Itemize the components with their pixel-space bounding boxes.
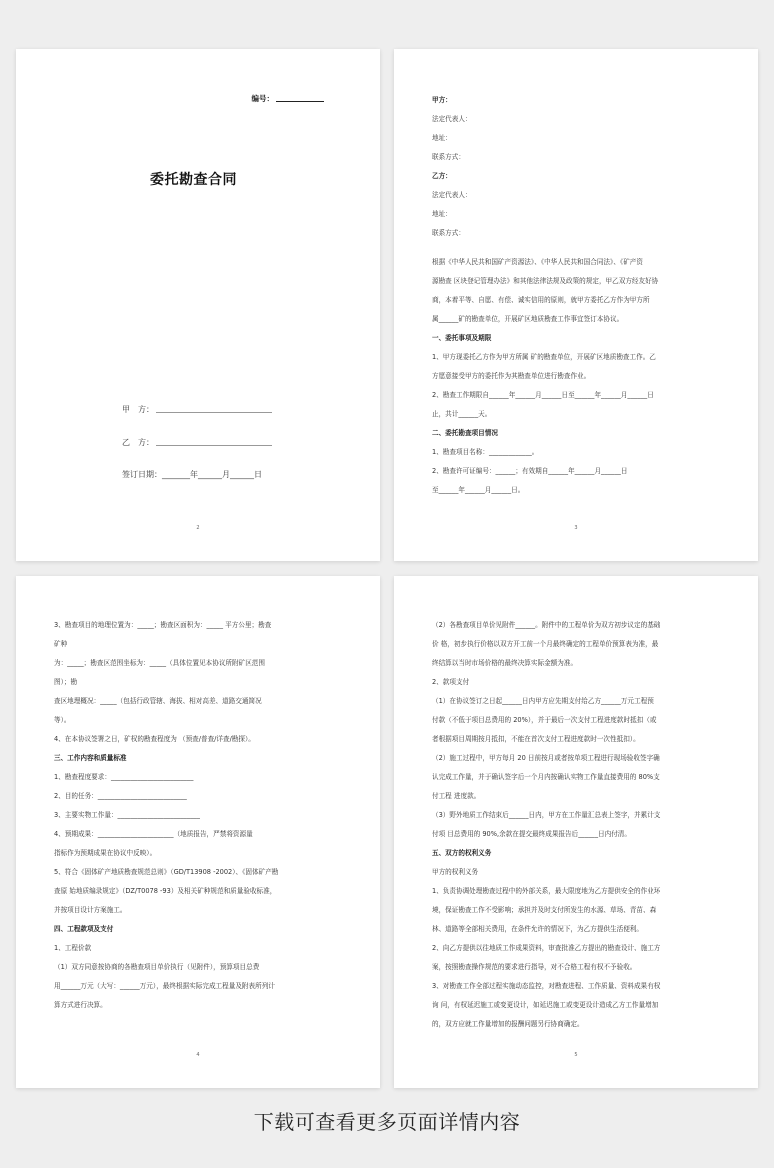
document-page-5: [394, 576, 758, 1088]
contract-number-blank: [276, 101, 324, 102]
section-heading: 四、工程款项及支付: [54, 925, 114, 933]
text-line: 等）。: [54, 716, 71, 724]
page-text: [432, 616, 720, 1034]
text-line: 2、款项支付: [432, 678, 470, 686]
document-page-4: [16, 576, 380, 1088]
sign-date: 签订日期：_______年______月______日: [122, 470, 262, 479]
text-line: 3、对勘查工作全部过程实施动态监控，对勘查进程、工作质量、资料成果有权: [432, 982, 661, 990]
text-line: 法定代表人：: [432, 115, 472, 123]
section-heading: 甲方：: [432, 96, 452, 104]
text-line: 地址：: [432, 134, 452, 142]
section-heading: 三、工作内容和质量标准: [54, 754, 127, 762]
text-line: 2、勘查工作期限自______年______月______日至______年______月______日: [432, 391, 654, 399]
page-text: [54, 616, 342, 1015]
text-line: 3、勘查项目的地理位置为：_____；勘查区面积为：_____ 平方公里；勘查: [54, 621, 272, 629]
text-line: 1、负责协调处理勘查过程中的外部关系，最大限度地为乙方提供安全的作业环: [432, 887, 661, 895]
page-number: 4: [196, 1052, 200, 1058]
text-line: 止，共计______天。: [432, 410, 492, 418]
text-line: 甲方的权利义务: [432, 868, 479, 876]
text-line: 1、勘查项目名称：_____________。: [432, 448, 539, 456]
text-line: 询 问，有权延迟施工或变更设计，如延迟施工或变更设计造成乙方工作量增加: [432, 1001, 659, 1009]
section-heading: 一、委托事项及期限: [432, 334, 492, 342]
text-line: （2）各勘查项目单价见附件______。附件中的工程单价为双方初步议定的基础: [432, 621, 661, 629]
text-line: 付项 目总费用的 90%,余款在提交最终成果报告后______日内付清。: [432, 830, 631, 838]
page-number: 3: [574, 525, 578, 531]
text-line: 方愿意接受甲方的委托作为其勘查单位进行勘查作业。: [432, 372, 591, 380]
text-line: 属______矿的勘查单位，开展矿区地质勘查工作事宜签订本协议。: [432, 315, 624, 323]
text-line: 商，本着平等、自愿、有偿、诚实信用的原则，就甲方委托乙方作为甲方所: [432, 296, 650, 304]
document-page-cover: [16, 49, 380, 561]
text-line: 价 格，初步执行价格以双方开工前一个月最终确定的工程单价预算表为准，最: [432, 640, 659, 648]
page-number: 5: [574, 1052, 578, 1058]
document-page-3: [394, 49, 758, 561]
text-line: 图）；勘: [54, 678, 78, 686]
text-line: 用______万元（大写：______万元），最终根据实际完成工程量及附表所列计: [54, 982, 275, 990]
text-line: 4、在本协议签署之日，矿权的勘查程度为 （预查/普查/详查/勘探）。: [54, 735, 255, 743]
text-line: 源勘查 区块登记管理办法》和其他法律法规及政策的规定，甲乙双方经友好协: [432, 277, 659, 285]
text-line: 算方式进行决算。: [54, 1001, 107, 1009]
text-line: 联系方式：: [432, 153, 465, 161]
text-line: 查原 始地质编录规定》（DZ/T0078 -93）及相关矿种规范和质量验收标准，: [54, 887, 277, 895]
party-b-line: [156, 445, 272, 446]
text-line: 的，双方应就工作量增加的报酬问题另行协商确定。: [432, 1020, 584, 1028]
text-line: 1、甲方现委托乙方作为甲方所属 矿的勘查单位，开展矿区地质勘查工作。乙: [432, 353, 656, 361]
text-line: 4、预期成果：_______________________（地质报告，严禁将资源量: [54, 830, 253, 838]
contract-number-label: 编号：: [251, 94, 274, 103]
text-line: 1、工程价款: [54, 944, 92, 952]
text-line: 2、向乙方提供以往地质工作成果资料，审查批准乙方提出的勘查设计、施工方: [432, 944, 661, 952]
party-b-signature: [122, 437, 272, 448]
text-line: 付款（不低于项目总费用的 20%），并于最后一次支付工程进度款时抵扣（或: [432, 716, 657, 724]
text-line: （1）双方同意按协商的各勘查项目单价执行（见附件），预算项目总费: [54, 963, 260, 971]
text-line: 者根据项目周期按月抵扣，不能在首次支付工程进度款时一次性抵扣）。: [432, 735, 640, 743]
text-line: 境，保证勘查工作不受影响；承担并及时支付所发生的水源、草场、青苗、森: [432, 906, 657, 914]
text-line: 查区地理概况：_____（包括行政管辖、海拔、相对高差、道路交通简况: [54, 697, 262, 705]
text-line: 林、道路等全部相关费用，在条件允许的情况下，为乙方提供生活便利。: [432, 925, 643, 933]
text-line: （3）野外地质工作结束后______日内，甲方在工作量汇总表上签字，并累计支: [432, 811, 661, 819]
text-line: 地址：: [432, 210, 452, 218]
text-line: 案，按照勘查操作规范的要求进行指导，对不合格工程有权不予验收。: [432, 963, 637, 971]
section-heading: 乙方：: [432, 172, 452, 180]
section-heading: 二、委托勘查项目情况: [432, 429, 498, 437]
text-line: 并按项目设计方案施工。: [54, 906, 127, 914]
party-b-label: 乙 方：: [122, 438, 154, 447]
text-line: 1、勘查程度要求：_________________________: [54, 773, 194, 781]
text-line: 3、主要实物工作量：_________________________: [54, 811, 200, 819]
text-line: 至______年______月______日。: [432, 486, 525, 494]
text-line: 为：_____；勘查区范围坐标为：_____（具体位置见本协议所附矿区范围: [54, 659, 265, 667]
party-a-signature: [122, 404, 272, 415]
text-line: 2、勘查许可证编号：______；有效期自______年______月______日: [432, 467, 628, 475]
page-number: 2: [196, 525, 200, 531]
text-line: 联系方式：: [432, 229, 465, 237]
section-heading: 五、双方的权利义务: [432, 849, 492, 857]
text-line: 法定代表人：: [432, 191, 472, 199]
page-text: [432, 91, 720, 500]
text-line: 5、符合《固体矿产地质勘查规范总则》（GD/T13908 -2002）、《固体矿产勘: [54, 868, 279, 876]
text-line: 认完成工作量，并于确认签字后一个月内按确认实物工作量直接费用的 80%支: [432, 773, 660, 781]
text-line: （2）施工过程中，甲方每月 20 日前按月或者按单项工程进行现场验收签字确: [432, 754, 660, 762]
text-line: （1）在协议签订之日起______日内甲方应先期支付给乙方______万元工程预: [432, 697, 654, 705]
paragraph-gap: [432, 243, 720, 253]
party-a-label: 甲 方：: [122, 405, 154, 414]
text-line: 矿种: [54, 640, 68, 648]
text-line: 根据《中华人民共和国矿产资源法》、《中华人民共和国合同法》、《矿产资: [432, 258, 643, 266]
text-line: 付工程 进度款。: [432, 792, 481, 800]
text-line: 终结算以当时市场价格的最终决算实际金额为准。: [432, 659, 578, 667]
text-line: 2、目的任务：___________________________: [54, 792, 187, 800]
document-title: 委托勘查合同: [150, 172, 237, 188]
contract-number-field: [252, 93, 325, 104]
download-more-caption: 下载可查看更多页面详情内容: [253, 1110, 521, 1134]
text-line: 指标作为预期成果在协议中反映）。: [54, 849, 157, 857]
party-a-line: [156, 412, 272, 413]
